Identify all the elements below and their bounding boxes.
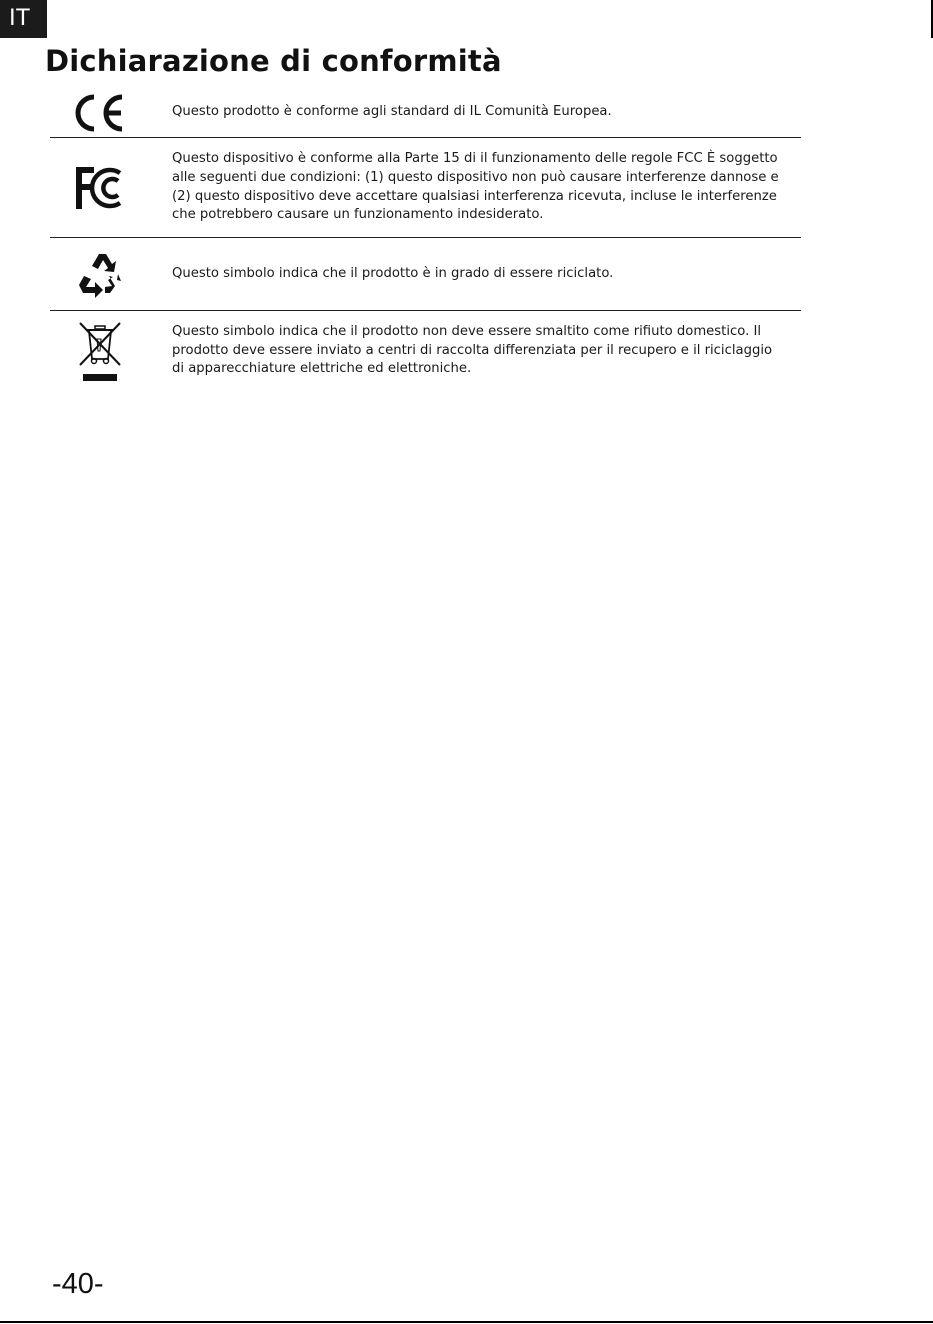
bottom-rule: [0, 1321, 933, 1323]
ce-text: Questo prodotto è conforme agli standard di IL Comunità Europea.: [172, 104, 612, 120]
language-tab: IT: [0, 0, 47, 38]
ce-mark-icon: [50, 93, 150, 133]
table-row: [50, 138, 801, 238]
table-row: [50, 311, 801, 396]
recycle-icon: [50, 250, 150, 298]
table-row: [50, 238, 801, 311]
fcc-text: Questo dispositivo è conforme alla Parte 15 di il funzionamento delle regole FCC È soggetto alle seguenti due condizioni: (1) questo dispositivo non può causare interferenze dannose e (2) questo dispositivo deve accettare qualsiasi interferenza ricevuta, incluse le interferenze che potrebbero causare un funzionamento indesiderato.: [172, 151, 779, 223]
page-title: Dichiarazione di conformità: [45, 44, 502, 78]
recycle-text: Questo simbolo indica che il prodotto è in grado di essere riciclato.: [172, 265, 614, 281]
page-number: -40-: [52, 1268, 104, 1300]
weee-text: Questo simbolo indica che il prodotto non deve essere smaltito come rifiuto domestico. Il prodotto deve essere inviato a centri di raccolta differenziata per il recupero e il riciclaggio di apparecchiature elettriche ed elettroniche.: [172, 324, 773, 377]
weee-crossed-bin-icon: [50, 321, 150, 383]
table-row: [50, 88, 801, 138]
conformity-table: [50, 88, 801, 396]
fcc-logo-icon: [50, 164, 150, 212]
